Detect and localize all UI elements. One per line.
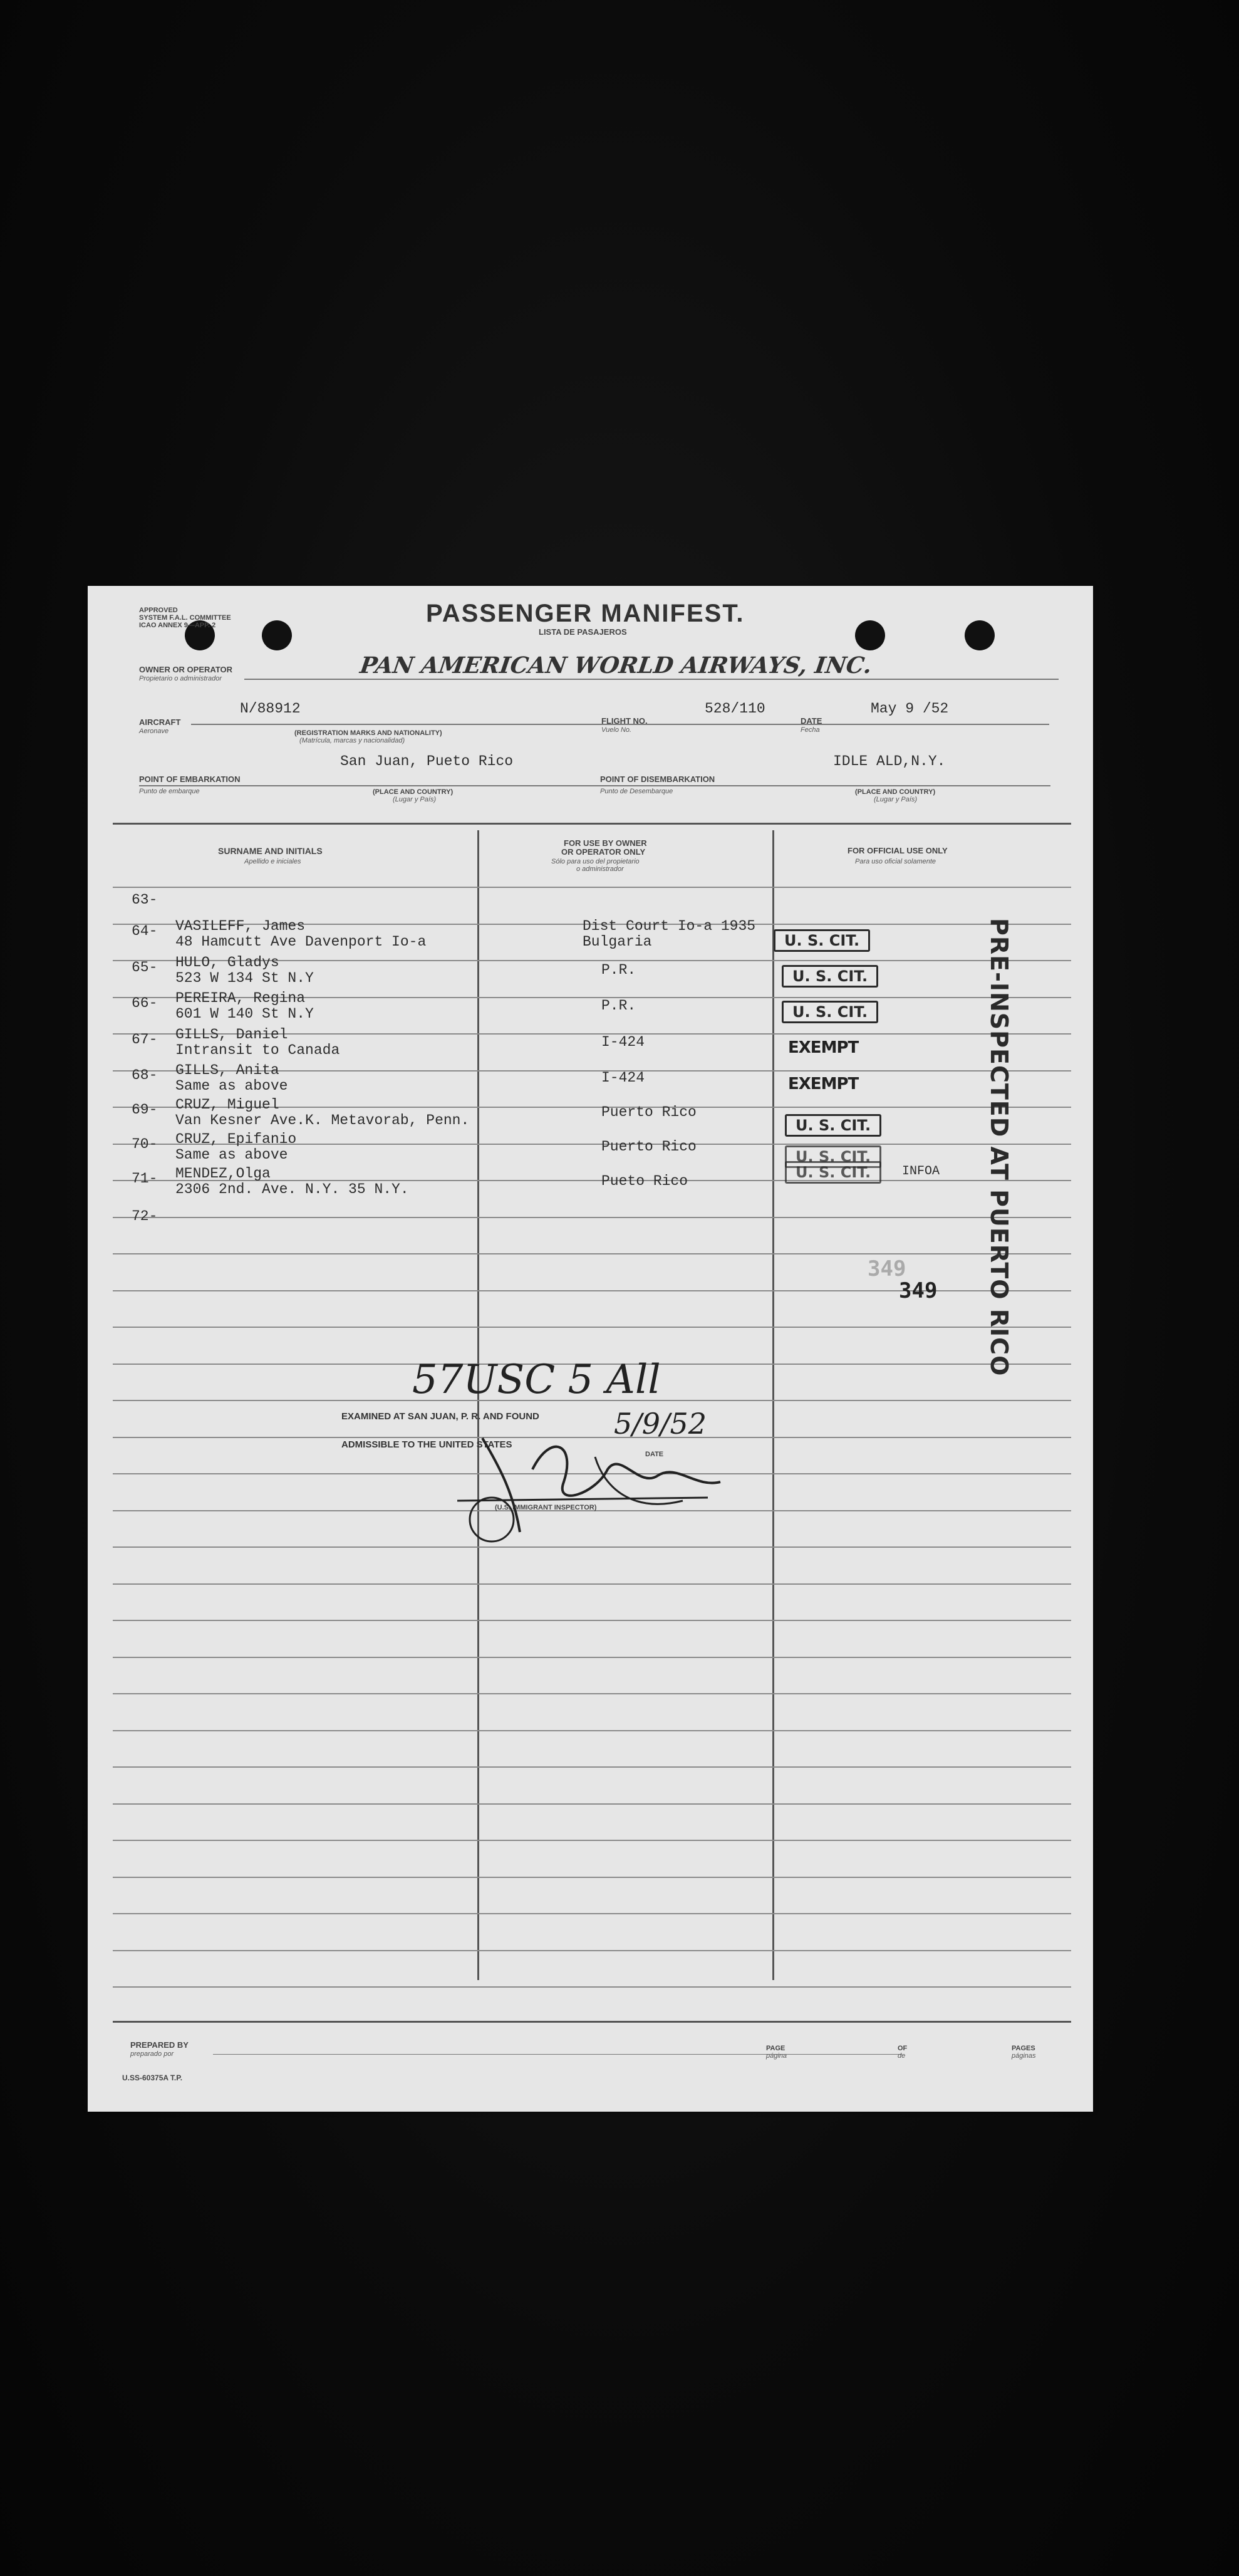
flight-label-es: Vuelo No.	[601, 726, 632, 734]
flight-label: FLIGHT NO.	[601, 716, 648, 726]
us-citizen-stamp: U. S. CIT.	[785, 1145, 881, 1168]
prepared-label: PREPARED BY	[130, 2040, 189, 2050]
passenger-name: VASILEFF, James	[175, 918, 306, 934]
page-title: PASSENGER MANIFEST.	[426, 600, 745, 627]
passenger-address: Van Kesner Ave.K. Metavorab, Penn.	[175, 1112, 470, 1129]
passenger-address: 48 Hamcutt Ave Davenport Io-a	[175, 934, 427, 950]
icao-label: ICAO ANNEX 9—APP. 2	[139, 622, 216, 629]
punch-hole	[262, 620, 292, 650]
disembark-label: POINT OF DISEMBARKATION	[600, 774, 715, 784]
table-rule	[113, 1583, 1071, 1585]
date-value: May 9 /52	[871, 701, 949, 717]
row-number: 65-	[132, 959, 158, 976]
disembark-place-note-es: (Lugar y País)	[874, 796, 918, 803]
table-rule	[113, 1913, 1071, 1914]
prepared-label-es: preparado por	[130, 2050, 174, 2058]
embark-rule	[139, 785, 1050, 786]
col2-header-1: FOR USE BY OWNER	[564, 838, 647, 848]
table-rule	[113, 1327, 1071, 1328]
col2-header-es-1: Sólo para uso del propietario	[551, 858, 640, 865]
passenger-name: CRUZ, Miguel	[175, 1097, 279, 1113]
operator-note: I-424	[601, 1070, 645, 1086]
flight-value: 528/110	[705, 701, 765, 717]
punch-hole	[965, 620, 995, 650]
admissible-stamp: ADMISSIBLE TO THE UNITED STATES	[341, 1439, 512, 1450]
embark-place-note-es: (Lugar y País)	[393, 796, 437, 803]
operator-note: P.R.	[601, 998, 636, 1014]
table-rule	[113, 1217, 1071, 1218]
infoa-note: INFOA	[902, 1164, 940, 1179]
owner-label-es: Propietario o administrador	[139, 675, 222, 682]
owner-label: OWNER OR OPERATOR	[139, 665, 233, 674]
embark-label-es: Punto de embarque	[139, 788, 200, 795]
passenger-address: 2306 2nd. Ave. N.Y. 35 N.Y.	[175, 1181, 409, 1197]
passenger-name: HULO, Gladys	[175, 954, 279, 971]
passenger-address: Intransit to Canada	[175, 1042, 340, 1058]
operator-note: Pueto Rico	[601, 1173, 688, 1189]
embark-label: POINT OF EMBARKATION	[139, 774, 241, 784]
disembark-value: IDLE ALD,N.Y.	[833, 753, 946, 769]
passenger-name: PEREIRA, Regina	[175, 990, 306, 1006]
col1-header: SURNAME AND INITIALS	[218, 846, 323, 856]
aircraft-label-es: Aeronave	[139, 727, 169, 735]
page-subtitle: LISTA DE PASAJEROS	[539, 627, 627, 637]
operator-note: Puerto Rico	[601, 1139, 697, 1155]
column-divider	[477, 830, 479, 1980]
footer-rule	[113, 2021, 1071, 2023]
aircraft-label: AIRCRAFT	[139, 717, 181, 727]
passenger-name: MENDEZ,Olga	[175, 1165, 271, 1182]
operator-note: Dist Court Io-a 1935	[583, 918, 756, 934]
passenger-address: 523 W 134 St N.Y	[175, 970, 314, 986]
of-label-es: de	[898, 2052, 906, 2060]
passenger-name: CRUZ, Epifanio	[175, 1131, 297, 1147]
date-label-es: Fecha	[801, 726, 820, 734]
airline-name: PAN AMERICAN WORLD AIRWAYS, INC.	[358, 652, 874, 679]
row-number: 69-	[132, 1102, 158, 1118]
us-citizen-stamp: U. S. CIT.	[785, 1114, 881, 1137]
count-stamp: 349	[899, 1278, 938, 1303]
exempt-stamp: EXEMPT	[788, 1038, 859, 1057]
table-rule	[113, 1657, 1071, 1658]
row-number: 66-	[132, 995, 158, 1011]
prepared-rule	[213, 2054, 902, 2055]
table-rule	[113, 1730, 1071, 1731]
embark-place-note: (PLACE AND COUNTRY)	[373, 788, 454, 796]
row-number: 71-	[132, 1171, 158, 1187]
passenger-address: Same as above	[175, 1147, 288, 1163]
count-faint: 349	[868, 1256, 906, 1281]
approved-label: APPROVED	[139, 607, 178, 614]
operator-note: I-424	[601, 1034, 645, 1050]
table-rule	[113, 1693, 1071, 1694]
column-divider	[772, 830, 774, 1980]
col2-header-2: OR OPERATOR ONLY	[561, 847, 646, 857]
us-citizen-stamp: U. S. CIT.	[785, 1161, 881, 1184]
inspector-label: (U.S. IMMIGRANT INSPECTOR)	[495, 1504, 597, 1511]
punch-hole	[855, 620, 885, 650]
operator-note: Puerto Rico	[601, 1104, 697, 1120]
of-label: OF	[898, 2045, 908, 2052]
table-rule	[113, 1766, 1071, 1768]
operator-note-2: Bulgaria	[583, 934, 652, 950]
aircraft-note-es: (Matrícula, marcas y nacionalidad)	[299, 737, 405, 744]
examined-stamp: EXAMINED AT SAN JUAN, P. R. AND FOUND	[341, 1411, 539, 1422]
aircraft-note: (REGISTRATION MARKS AND NATIONALITY)	[294, 729, 442, 737]
passenger-name: GILLS, Daniel	[175, 1026, 288, 1043]
col3-header-es: Para uso oficial solamente	[855, 858, 936, 865]
inspector-signature	[445, 1419, 733, 1545]
handwritten-code: 57USC 5 All	[412, 1357, 661, 1403]
pages-label-es: páginas	[1012, 2052, 1036, 2060]
manifest-page	[88, 586, 1093, 2112]
row-number: 72-	[132, 1208, 158, 1224]
row-number: 68-	[132, 1067, 158, 1083]
table-rule	[113, 1253, 1071, 1254]
us-citizen-stamp: U. S. CIT.	[782, 1001, 878, 1023]
embark-value: San Juan, Pueto Rico	[340, 753, 514, 769]
row-number: 67-	[132, 1031, 158, 1048]
us-citizen-stamp: U. S. CIT.	[774, 929, 870, 952]
col3-header: FOR OFFICIAL USE ONLY	[848, 846, 948, 855]
handwritten-date: 5/9/52	[614, 1407, 707, 1441]
table-rule	[113, 887, 1071, 888]
aircraft-value: N/88912	[240, 701, 301, 717]
col2-header-es-2: o administrador	[576, 865, 624, 873]
preinspected-stamp: PRE-INSPECTED AT PUERTO RICO	[985, 918, 1013, 1377]
row-number: 64-	[132, 923, 158, 939]
table-rule	[113, 1950, 1071, 1951]
table-rule	[113, 1986, 1071, 1988]
table-rule	[113, 1840, 1071, 1841]
table-rule	[113, 1620, 1071, 1621]
exempt-stamp: EXEMPT	[788, 1075, 859, 1093]
date-stamp-label: DATE	[645, 1451, 664, 1458]
date-label: DATE	[801, 716, 822, 726]
table-rule	[113, 1546, 1071, 1548]
passenger-address: 601 W 140 St N.Y	[175, 1006, 314, 1022]
disembark-place-note: (PLACE AND COUNTRY)	[855, 788, 936, 796]
us-citizen-stamp: U. S. CIT.	[782, 965, 878, 988]
row-number: 63-	[132, 892, 158, 908]
disembark-label-es: Punto de Desembarque	[600, 788, 673, 795]
page-label: PAGE	[766, 2045, 785, 2052]
table-rule	[113, 1877, 1071, 1878]
table-rule	[113, 1803, 1071, 1805]
form-code: U.SS-60375A T.P.	[122, 2073, 183, 2082]
passenger-name: GILLS, Anita	[175, 1062, 279, 1078]
table-top-rule	[113, 823, 1071, 825]
col1-header-es: Apellido e iniciales	[244, 858, 301, 865]
pages-label: PAGES	[1012, 2045, 1035, 2052]
system-label: SYSTEM F.A.L. COMMITTEE	[139, 614, 231, 622]
owner-rule	[244, 679, 1059, 680]
operator-note: P.R.	[601, 962, 636, 978]
passenger-address: Same as above	[175, 1078, 288, 1094]
row-number: 70-	[132, 1136, 158, 1152]
page-label-es: página	[766, 2052, 787, 2060]
